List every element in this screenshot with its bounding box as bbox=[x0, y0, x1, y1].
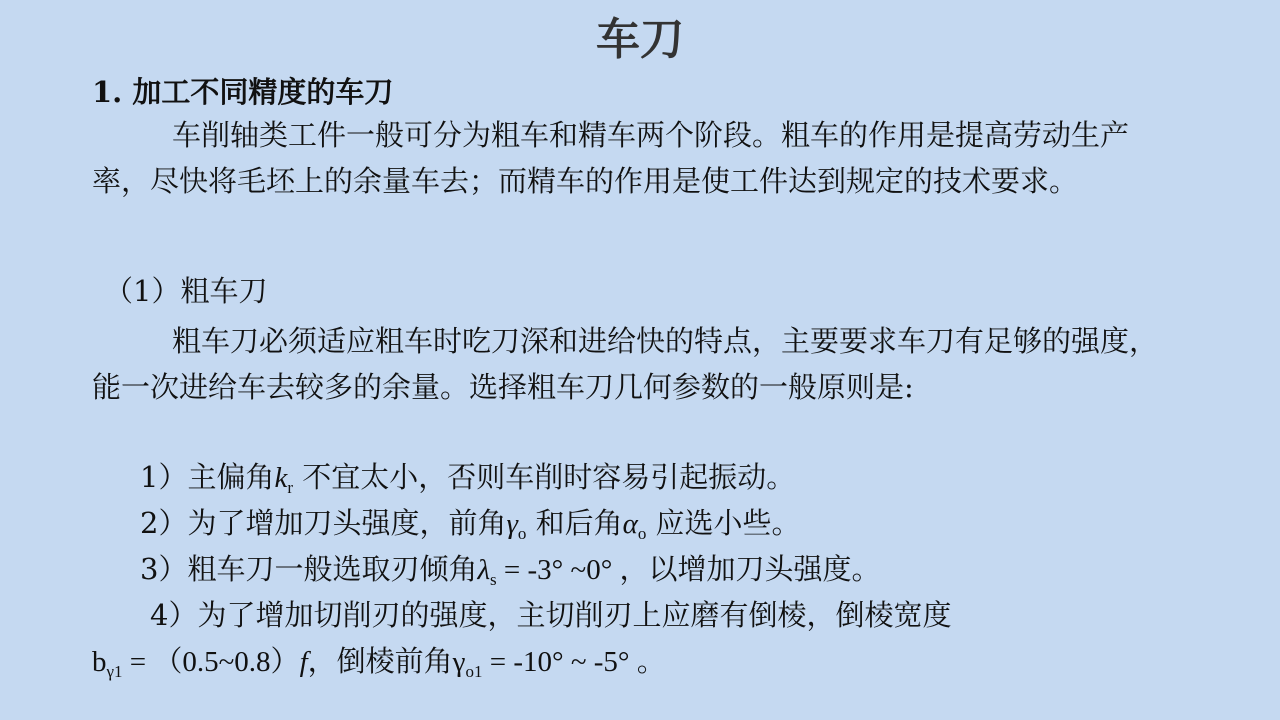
rule-3-prefix: 3）粗车刀一般选取刃倾角 bbox=[140, 552, 478, 586]
rule-4-range: = （0.5~0.8） bbox=[122, 646, 300, 678]
rule-3-suffix: = -3° ~0° ，以增加刀头强度。 bbox=[496, 554, 881, 586]
f-symbol: f bbox=[299, 646, 308, 678]
rule-2-suffix: 应选小些。 bbox=[646, 506, 801, 540]
gamma-subscript: o bbox=[517, 524, 527, 543]
subsection-heading: （1）粗车刀 bbox=[104, 274, 268, 308]
rule-1-prefix: 1）主偏角 bbox=[140, 460, 275, 494]
rule-4-line-1: 4）为了增加切削刃的强度，主切削刃上应磨有倒棱，倒棱宽度 bbox=[150, 598, 952, 632]
page-title: 车刀 bbox=[596, 14, 684, 65]
subsection-intro-text: 粗车刀必须适应粗车时吃刀深和进给快的特点，主要要求车刀有足够的强度，能一次进给车去较多的余量。选择粗车刀几何参数的一般原则是: bbox=[92, 324, 1159, 404]
rule-2-mid: 和后角 bbox=[526, 506, 623, 540]
rule-4-end: = -10° ~ -5° 。 bbox=[482, 646, 666, 678]
section-heading: 1. 加工不同精度的车刀 bbox=[92, 75, 394, 109]
b-subscript: γ1 bbox=[106, 662, 123, 681]
kr-symbol: k bbox=[274, 462, 288, 494]
section-intro-paragraph bbox=[92, 112, 1182, 204]
rule-2-prefix: 2）为了增加刀头强度，前角 bbox=[140, 506, 507, 540]
subsection-intro-paragraph bbox=[92, 318, 1182, 410]
gamma-o1-subscript: o1 bbox=[465, 662, 483, 681]
kr-subscript: r bbox=[287, 478, 293, 497]
lambda-symbol: λ bbox=[477, 554, 491, 586]
lambda-subscript: s bbox=[490, 570, 497, 589]
section-intro-text: 车削轴类工件一般可分为粗车和精车两个阶段。粗车的作用是提高劳动生产率，尽快将毛坯上的余量车去；而精车的作用是使工件达到规定的技术要求。 bbox=[92, 118, 1130, 198]
alpha-subscript: o bbox=[637, 524, 647, 543]
gamma-o1-symbol: γ bbox=[452, 646, 466, 678]
gamma-symbol: γ bbox=[506, 508, 518, 540]
b-symbol: b bbox=[92, 646, 107, 678]
rule-1-suffix: 不宜太小，否则车削时容易引起振动。 bbox=[293, 460, 796, 494]
rule-4-after-f: ，倒棱前角 bbox=[307, 644, 453, 678]
rule-4-line-2 bbox=[92, 638, 666, 695]
alpha-symbol: α bbox=[622, 508, 638, 540]
